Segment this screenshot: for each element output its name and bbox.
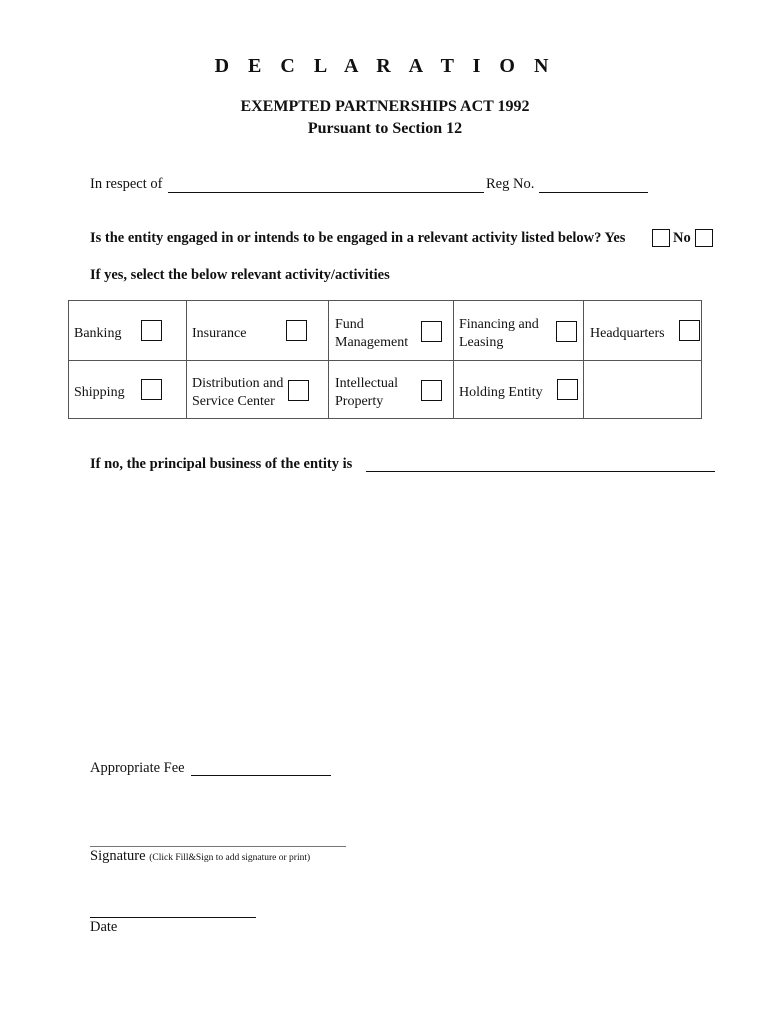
activity-fund-management-label: Fund Management [335, 317, 409, 350]
document-title: D E C L A R A T I O N [214, 55, 556, 77]
banking-checkbox[interactable] [141, 320, 162, 341]
signature-hint: (Click Fill&Sign to add signature or print) [149, 853, 311, 863]
activity-headquarters-label: Headquarters [590, 326, 665, 341]
activity-intellectual-property-label: Intellectual Property [335, 376, 398, 409]
activity-banking-label: Banking [74, 326, 122, 341]
signature-label: Signature (Click Fill&Sign to add signature or print) [90, 848, 311, 864]
date-label: Date [90, 919, 118, 935]
activity-holding-entity-label: Holding Entity [459, 385, 543, 400]
insurance-checkbox[interactable] [286, 320, 307, 341]
distribution-checkbox[interactable] [288, 380, 309, 401]
relevant-activity-question: Is the entity engaged in or intends to be engaged in a relevant activity listed below? Yes [90, 230, 626, 246]
principal-business-field[interactable] [366, 471, 715, 472]
financing-leasing-checkbox[interactable] [556, 321, 577, 342]
date-line[interactable] [90, 917, 256, 918]
act-heading: EXEMPTED PARTNERSHIPS ACT 1992 [240, 98, 530, 115]
activity-shipping-label: Shipping [74, 385, 125, 400]
fund-management-checkbox[interactable] [421, 321, 442, 342]
holding-entity-checkbox[interactable] [557, 379, 578, 400]
in-respect-of-label: In respect of [90, 176, 163, 192]
shipping-checkbox[interactable] [141, 379, 162, 400]
in-respect-of-field[interactable] [168, 192, 484, 193]
principal-business-label: If no, the principal business of the entity is [90, 456, 353, 472]
section-heading: Pursuant to Section 12 [307, 120, 463, 137]
activity-distribution-label: Distribution and Service Center [192, 376, 284, 409]
reg-no-field[interactable] [539, 192, 648, 193]
intellectual-property-checkbox[interactable] [421, 380, 442, 401]
if-yes-instruction: If yes, select the below relevant activity/activities [90, 267, 390, 283]
signature-line[interactable] [90, 846, 346, 847]
yes-checkbox[interactable] [652, 229, 670, 247]
appropriate-fee-field[interactable] [191, 775, 331, 776]
headquarters-checkbox[interactable] [679, 320, 700, 341]
reg-no-label: Reg No. [486, 176, 535, 192]
activity-financing-leasing-label: Financing and Leasing [459, 317, 539, 350]
no-checkbox[interactable] [695, 229, 713, 247]
activity-insurance-label: Insurance [192, 326, 247, 341]
appropriate-fee-label: Appropriate Fee [90, 760, 185, 776]
no-label: No [673, 230, 691, 246]
